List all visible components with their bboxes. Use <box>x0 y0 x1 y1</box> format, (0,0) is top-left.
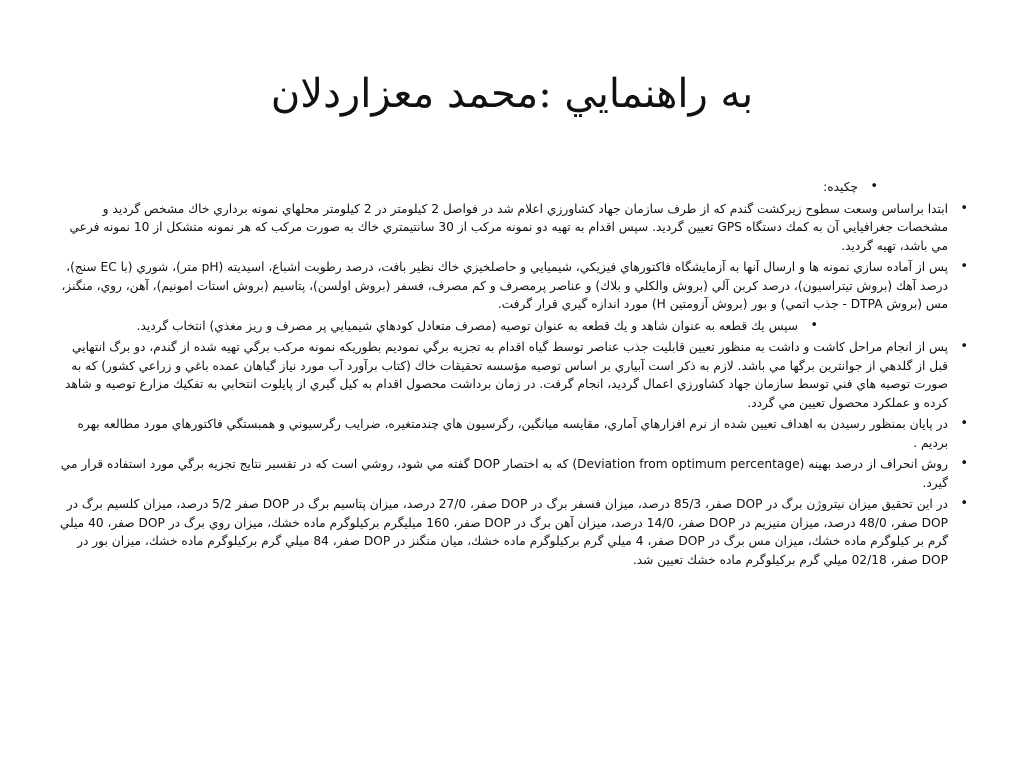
statistical-analysis-item <box>58 415 968 452</box>
bullet-icon: • <box>960 200 968 216</box>
bullet-icon: • <box>960 496 968 511</box>
slide-title: به راهنمايي :محمد معزاردلان <box>270 71 754 117</box>
dop-results-item <box>58 495 968 569</box>
leaf-analysis-item <box>58 338 968 412</box>
lab-analysis-text: پس از آماده سازي نمونه ها و ارسال آنها به آزمايشگاه فاكتورهاي فيزيكي، شيميايي و حاصلخيزي خاك نظير بافت، درصد رطوبت اشباع، اسيديته (pH متر)، شوري (با EC سنج)، درصد آهك (بروش تيتراسيون)، درصد كربن آلي (بروش والكلي و بلاك) و عناصر پرمصرف و كم مصرف، فسفر (بروش اولسن)، پتاسيم (بروش استات امونيم)، آهن، روي، منگنز، مس (بروش DTPA - جذب اتمي) و بور (بروش آزومتين H) مورد اندازه گيري قرار گرفت. <box>61 260 948 311</box>
abstract-heading-item <box>58 178 878 197</box>
bullet-icon: • <box>870 179 878 194</box>
dop-method-text: روش انحراف از درصد بهينه (Deviation from optimum percentage) كه به اختصار DOP گفته مي شود، روشي است كه در تفسير نتايج تجزيه برگي مورد استفاده قرار مي گيرد. <box>60 457 948 490</box>
leaf-analysis-text: پس از انجام مراحل كاشت و داشت به منظور تعيين قابليت جذب عناصر توسط گياه اقدام به تجزيه برگي نموديم بطوريكه نمونه مركب برگي تهيه شده از گندم، دو برگ انتهايي قبل از گلدهي از جوانترين برگها مي باشد. لازم به ذكر است آبياري بر اساس توصيه مؤسسه تحقيقات خاك (كتاب برآورد آب مورد نياز گياهان عمده باغي و زراعي كشور) كه به صورت توصيه هاي فني توسط سازمان جهاد كشاورزي اعمال گرديد، انجام گرفت. در زمان برداشت محصول اقدام به كيل گيري از پايلوت انتخابي به تفكيك مزارع توصيه و شاهد كرده و عملكرد محصول تعيين مي گردد. <box>65 340 948 410</box>
sampling-method-item <box>58 200 968 256</box>
dop-results-text: در اين تحقيق ميزان نيتروژن برگ در DOP صفر، 85/3 درصد، ميزان فسفر برگ در DOP صفر، 27/0 درصد، ميزان پتاسيم برگ در DOP صفر 5/2 درصد، ميزان كلسيم برگ در DOP صفر، 48/0 درصد، ميزان منيزيم در DOP صفر، 14/0 درصد، ميزان آهن برگ در DOP صفر، 160 ميليگرم بركيلوگرم ماده خشك، ميزان روي برگ در DOP صفر، 40 ميلي گرم بر كيلوگرم ماده خشك، ميزان مس برگ در DOP صفر، 4 ميلي گرم بركيلوگرم ماده خشك، ميان منگنز در DOP صفر، 84 ميلي گرم بركيلوگرم ماده خشك، ميزان بور در DOP صفر، 02/18 ميلي گرم بركيلوگرم ماده خشك تعيين شد. <box>59 497 948 567</box>
abstract-heading: چكيده: <box>823 180 858 194</box>
control-and-recommendation-item <box>58 317 818 336</box>
dop-method-item <box>58 455 968 492</box>
bullet-icon: • <box>960 339 968 354</box>
bullet-icon: • <box>960 259 968 274</box>
sampling-method-text: ابتدا براساس وسعت سطوح زيركشت گندم كه از طرف سازمان جهاد كشاورزي اعلام شد در فواصل 2 كيلومتر در 2 كيلومتر محلهاي نمونه برداري خاك مشخص گرديد و مشخصات جغرافيايي آن به كمك دستگاه GPS تعيين گرديد. سپس اقدام به تهيه دو نمونه مركب از 30 سانتيمتري خاك به صورت مركب كه هر نمونه متشكل از 10 نمونه فرعي مي باشد، تهيه گرديد. <box>69 201 948 253</box>
bullet-icon: • <box>810 317 818 333</box>
statistical-analysis-text: در پايان بمنظور رسيدن به اهداف تعيين شده از نرم افزارهاي آماري، مقايسه ميانگين، رگرسيون هاي چندمتغيره، ضرايب رگرسيوني و همبستگي فاكتورهاي مورد مطالعه بهره برديم . <box>77 417 948 450</box>
slide-content <box>58 178 968 572</box>
bullet-icon: • <box>960 456 968 471</box>
control-and-recommendation-text: سپس يك قطعه به عنوان شاهد و يك قطعه به عنوان توصيه (مصرف متعادل كودهاي شيميايي پر مصرف و ريز مغذي) انتخاب گرديد. <box>136 318 798 333</box>
lab-analysis-item <box>58 258 968 314</box>
bullet-icon: • <box>960 416 968 431</box>
